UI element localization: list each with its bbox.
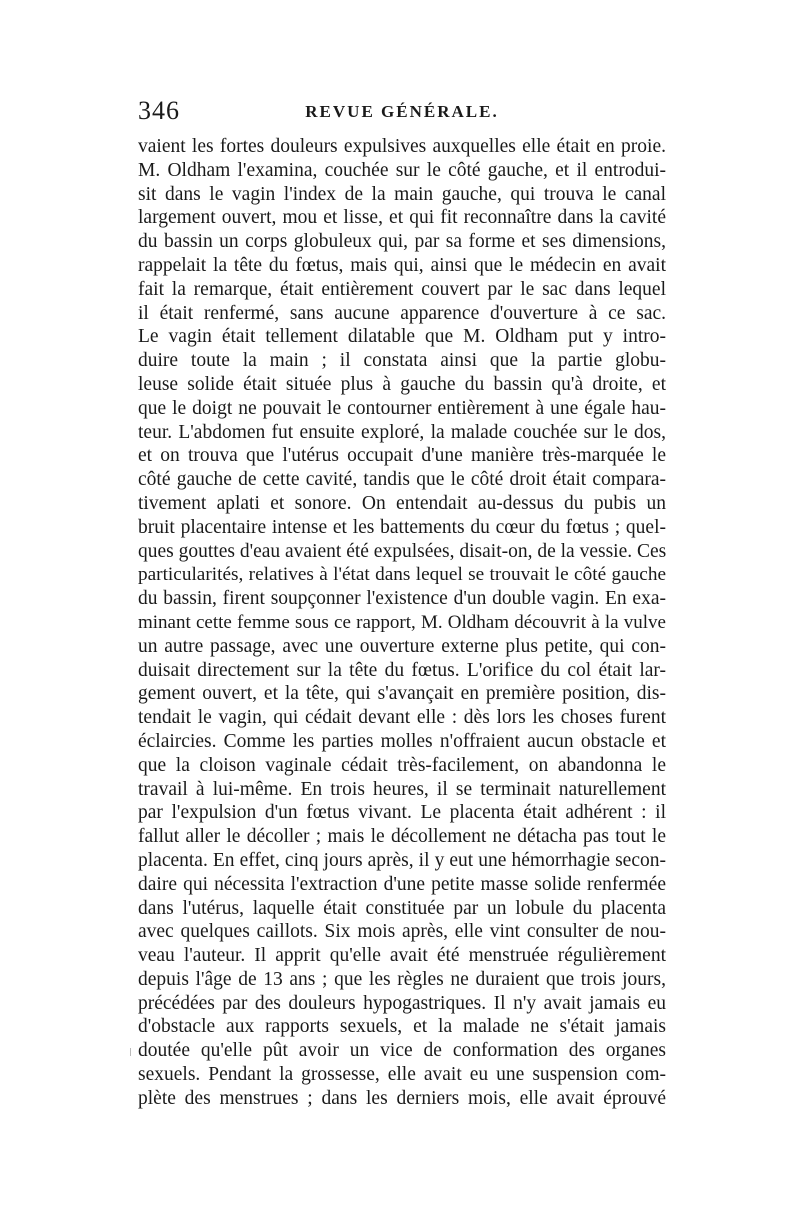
page-number: 346 bbox=[138, 96, 180, 125]
text-line: dans l'utérus, laquelle était constituée par un lobule du placenta bbox=[138, 897, 666, 919]
margin-mark bbox=[130, 1048, 131, 1056]
text-line: d'obstacle aux rapports sexuels, et la malade ne s'était jamais bbox=[138, 1016, 666, 1038]
text-line: que le doigt ne pouvait le contourner entièrement à une égale hau- bbox=[138, 397, 666, 419]
text-line: tivement aplati et sonore. On entendait au-dessus du pubis un bbox=[138, 492, 666, 514]
text-line: largement ouvert, mou et lisse, et qui fit reconnaître dans la cavité bbox=[138, 207, 666, 229]
body-text bbox=[138, 135, 666, 1111]
text-line: leuse solide était située plus à gauche du bassin qu'à droite, et bbox=[138, 373, 666, 395]
text-line: travail à lui-même. En trois heures, il se terminait naturellement bbox=[138, 778, 666, 800]
text-line: que la cloison vaginale cédait très-facilement, on abandonna le bbox=[138, 754, 666, 776]
text-line: du bassin un corps globuleux qui, par sa forme et ses dimensions, bbox=[138, 231, 666, 253]
text-line: fait la remarque, était entièrement couvert par le sac dans lequel bbox=[138, 278, 666, 300]
text-line: bruit placentaire intense et les battements du cœur du fœtus ; quel- bbox=[138, 516, 666, 538]
text-line: sit dans le vagin l'index de la main gauche, qui trouva le canal bbox=[138, 183, 666, 205]
text-line: depuis l'âge de 13 ans ; que les règles ne duraient que trois jours, bbox=[138, 968, 666, 990]
text-line: un autre passage, avec une ouverture externe plus petite, qui con- bbox=[138, 635, 666, 657]
text-line: du bassin, firent soupçonner l'existence d'un double vagin. En exa- bbox=[138, 588, 666, 610]
text-line: fallut aller le décoller ; mais le décollement ne détacha pas tout le bbox=[138, 826, 666, 848]
text-line: côté gauche de cette cavité, tandis que le côté droit était compara- bbox=[138, 469, 666, 491]
text-line: éclaircies. Comme les parties molles n'offraient aucun obstacle et bbox=[138, 730, 666, 752]
text-line: tendait le vagin, qui cédait devant elle : dès lors les choses furent bbox=[138, 707, 666, 729]
text-line: par l'expulsion d'un fœtus vivant. Le placenta était adhérent : il bbox=[138, 802, 666, 824]
page-header bbox=[138, 96, 666, 132]
text-line: rappelait la tête du fœtus, mais qui, ainsi que le médecin en avait bbox=[138, 254, 666, 276]
text-line: avec quelques caillots. Six mois après, elle vint consulter de nou- bbox=[138, 921, 666, 943]
text-line: duisait directement sur la tête du fœtus. L'orifice du col était lar- bbox=[138, 659, 666, 681]
text-line: plète des menstrues ; dans les derniers mois, elle avait éprouvé bbox=[138, 1087, 666, 1109]
text-line: placenta. En effet, cinq jours après, il y eut une hémorrhagie secon- bbox=[138, 849, 666, 871]
text-line: veau l'auteur. Il apprit qu'elle avait été menstruée régulièrement bbox=[138, 945, 666, 967]
text-line: précédées par des douleurs hypogastriques. Il n'y avait jamais eu bbox=[138, 992, 666, 1014]
text-line: et on trouva que l'utérus occupait d'une manière très-marquée le bbox=[138, 445, 666, 467]
text-line: minant cette femme sous ce rapport, M. Oldham découvrit à la vulve bbox=[138, 611, 666, 633]
text-line: ques gouttes d'eau avaient été expulsées, disait-on, de la vessie. Ces bbox=[138, 540, 666, 562]
text-line: vaient les fortes douleurs expulsives auxquelles elle était en proie. bbox=[138, 136, 666, 157]
text-line: teur. L'abdomen fut ensuite exploré, la malade couchée sur le dos, bbox=[138, 421, 666, 443]
running-head: REVUE GÉNÉRALE. bbox=[305, 102, 499, 121]
text-line: il était renfermé, sans aucune apparence d'ouverture à ce sac. bbox=[138, 302, 666, 324]
text-line: duire toute la main ; il constata ainsi que la partie globu- bbox=[138, 350, 666, 372]
text-line: gement ouvert, et la tête, qui s'avançait en première position, dis- bbox=[138, 683, 666, 705]
text-line: daire qui nécessita l'extraction d'une petite masse solide renfermée bbox=[138, 873, 666, 895]
text-line: M. Oldham l'examina, couchée sur le côté gauche, et il entrodui- bbox=[138, 159, 666, 181]
text-line: sexuels. Pendant la grossesse, elle avait eu une suspension com- bbox=[138, 1064, 666, 1086]
text-line: doutée qu'elle pût avoir un vice de conformation des organes bbox=[138, 1040, 666, 1062]
text-line: particularités, relatives à l'état dans lequel se trouvait le côté gauche bbox=[138, 564, 666, 586]
text-line: Le vagin était tellement dilatable que M. Oldham put y intro- bbox=[138, 326, 666, 348]
